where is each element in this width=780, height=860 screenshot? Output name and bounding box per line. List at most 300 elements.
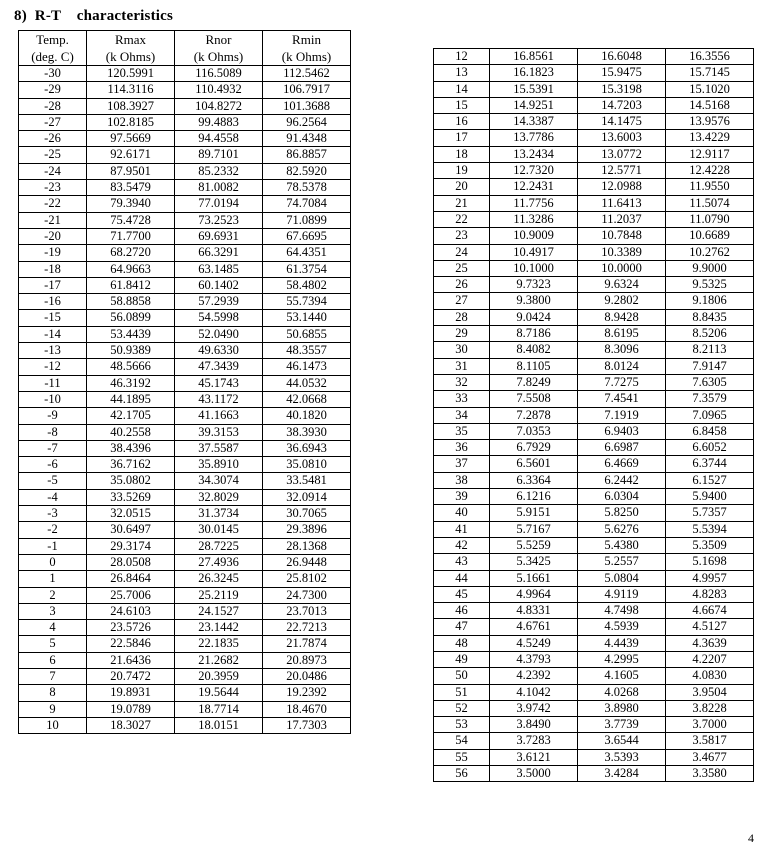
table_right-cell: 36 [434,440,490,456]
table_left-cell: -8 [19,424,87,440]
table_left-cell: 30.7065 [263,506,351,522]
table-row [434,717,754,733]
table_right-cell: 50 [434,668,490,684]
table_right-cell: 4.1042 [490,684,578,700]
table_left-cell: 39.3153 [175,424,263,440]
table_left-cell: -15 [19,310,87,326]
table_right-cell: 7.9147 [666,358,754,374]
table_left-cell: 30.0145 [175,522,263,538]
table_right-cell: 3.6121 [490,749,578,765]
table_right-cell: 22 [434,211,490,227]
table_left-cell: 24.1527 [175,603,263,619]
table_left-cell: 53.4439 [87,326,175,342]
table_right-cell: 9.3800 [490,293,578,309]
table_right-cell: 15.5391 [490,81,578,97]
table_left-cell: -13 [19,343,87,359]
table_left-cell: 101.3688 [263,98,351,114]
table-row [434,440,754,456]
table_right-cell: 4.2995 [578,651,666,667]
table_left-cell: 99.4883 [175,114,263,130]
table_right-cell: 13 [434,65,490,81]
table_left-cell: -30 [19,66,87,82]
table_left-cell: -27 [19,114,87,130]
table_left-cell: -1 [19,538,87,554]
column-header-rmin-line2: (k Ohms) [281,49,332,64]
table-row [434,277,754,293]
table_right-cell: 8.0124 [578,358,666,374]
table-row [434,635,754,651]
table_right-cell: 13.9576 [666,114,754,130]
table-row [434,766,754,782]
table_left-cell: 5 [19,636,87,652]
table-row [19,131,351,147]
table_left-cell: 31.3734 [175,506,263,522]
table_left-cell: 50.9389 [87,343,175,359]
table_right-cell: 5.8250 [578,505,666,521]
table_right-cell: 10.1000 [490,260,578,276]
table_left-cell: -2 [19,522,87,538]
table_left-cell: 10 [19,717,87,733]
table_left-cell: 47.3439 [175,359,263,375]
table_left-cell: 7 [19,668,87,684]
table_left-cell: 58.8858 [87,294,175,310]
table_left-cell: 26.8464 [87,571,175,587]
column-header-temp-line2: (deg. C) [31,49,74,64]
table_left-cell: 8 [19,685,87,701]
table_left-cell: 29.3174 [87,538,175,554]
table_left-cell: 64.4351 [263,245,351,261]
table_left-cell: 34.3074 [175,473,263,489]
table_right-cell: 34 [434,407,490,423]
table_left-cell: 23.7013 [263,603,351,619]
table_left-cell: 19.0789 [87,701,175,717]
rt-characteristics-table-left [18,30,351,734]
table_left-cell: -4 [19,489,87,505]
table_left-cell: -14 [19,326,87,342]
table_right-cell: 4.3793 [490,651,578,667]
table_right-cell: 14.5168 [666,97,754,113]
table_left-cell: 33.5481 [263,473,351,489]
table-row [434,130,754,146]
table_left-cell: 18.7714 [175,701,263,717]
column-header-rmin [263,31,351,66]
table_right-cell: 5.3425 [490,554,578,570]
table_right-cell: 42 [434,537,490,553]
table_right-cell: 56 [434,766,490,782]
table-row [434,293,754,309]
table_left-cell: 19.5644 [175,685,263,701]
table_right-cell: 4.6674 [666,603,754,619]
table_left-cell: 71.0899 [263,212,351,228]
table_left-cell: 21.2682 [175,652,263,668]
table-row [434,163,754,179]
table_right-cell: 16.3556 [666,49,754,65]
table-row [434,342,754,358]
table_right-cell: 8.4082 [490,342,578,358]
table-row [19,603,351,619]
table_left-cell: 2 [19,587,87,603]
column-header-rmax-line2: (k Ohms) [105,49,156,64]
table-row [434,81,754,97]
table_right-cell: 7.3579 [666,391,754,407]
table_right-cell: 25 [434,260,490,276]
table_left-cell: 23.1442 [175,620,263,636]
table_right-cell: 3.5817 [666,733,754,749]
table-row [19,717,351,733]
table-row [434,733,754,749]
table_left-cell: 28.1368 [263,538,351,554]
table-row [434,65,754,81]
table_right-cell: 7.5508 [490,391,578,407]
table_right-cell: 4.2207 [666,651,754,667]
table_right-cell: 4.9957 [666,570,754,586]
table_right-cell: 9.7323 [490,277,578,293]
table_left-cell: 106.7917 [263,82,351,98]
table_right-cell: 4.5127 [666,619,754,635]
page-title: 8) R-T characteristics [14,8,174,24]
table_left-cell: 63.1485 [175,261,263,277]
table_right-cell: 7.2878 [490,407,578,423]
table-row [19,147,351,163]
table_left-cell: 75.4728 [87,212,175,228]
table_left-cell: 24.7300 [263,587,351,603]
table_left-cell: 32.8029 [175,489,263,505]
table-row [19,685,351,701]
table_right-cell: 27 [434,293,490,309]
page-number: 4 [748,831,754,845]
table_right-cell: 15 [434,97,490,113]
table_right-cell: 8.2113 [666,342,754,358]
table-row [434,195,754,211]
table_right-cell: 5.5259 [490,537,578,553]
table_left-cell: 92.6171 [87,147,175,163]
table-row [434,651,754,667]
table_left-cell: 68.2720 [87,245,175,261]
table_right-cell: 3.8980 [578,700,666,716]
table-row [434,684,754,700]
table_right-cell: 5.4380 [578,537,666,553]
table_right-cell: 8.1105 [490,358,578,374]
table-row [19,571,351,587]
table-row [434,472,754,488]
table-left-header [19,31,351,66]
table-row [19,359,351,375]
table_left-cell: 96.2564 [263,114,351,130]
column-header-rmin-line1: Rmin [292,32,321,47]
table_left-cell: 60.1402 [175,277,263,293]
table-row [434,537,754,553]
table_left-cell: 94.4558 [175,131,263,147]
table_left-cell: 20.8973 [263,652,351,668]
table_right-cell: 11.0790 [666,211,754,227]
table_left-cell: 37.5587 [175,440,263,456]
table_right-cell: 24 [434,244,490,260]
table-row [19,196,351,212]
table-row [434,228,754,244]
table_right-cell: 15.7145 [666,65,754,81]
table_left-cell: -3 [19,506,87,522]
table-row [434,505,754,521]
table-row [19,489,351,505]
table_right-cell: 6.9403 [578,423,666,439]
table-row [434,489,754,505]
table_right-cell: 12.0988 [578,179,666,195]
table_right-cell: 8.8435 [666,309,754,325]
table_right-cell: 3.4677 [666,749,754,765]
table_right-cell: 49 [434,651,490,667]
table_left-cell: 30.6497 [87,522,175,538]
table_left-cell: 102.8185 [87,114,175,130]
table_left-cell: 89.7101 [175,147,263,163]
table_right-cell: 4.8331 [490,603,578,619]
table_right-cell: 9.5325 [666,277,754,293]
table_right-cell: 10.9009 [490,228,578,244]
table-row [19,506,351,522]
table_right-cell: 15.3198 [578,81,666,97]
table_right-cell: 6.6052 [666,440,754,456]
table-row [19,587,351,603]
table_right-cell: 3.7283 [490,733,578,749]
table_left-cell: -11 [19,375,87,391]
table_left-cell: 67.6695 [263,228,351,244]
table-row [434,374,754,390]
table-row [19,212,351,228]
table_left-cell: 46.3192 [87,375,175,391]
table_right-cell: 38 [434,472,490,488]
table_right-cell: 15.1020 [666,81,754,97]
table_right-cell: 13.4229 [666,130,754,146]
table_right-cell: 9.2802 [578,293,666,309]
table_right-cell: 15.9475 [578,65,666,81]
table-row [434,97,754,113]
table-row [19,636,351,652]
table-row [19,554,351,570]
table_right-cell: 6.8458 [666,423,754,439]
table-right-body [434,49,754,782]
table_right-cell: 7.7275 [578,374,666,390]
table_left-cell: 6 [19,652,87,668]
table-row [434,554,754,570]
table_right-cell: 20 [434,179,490,195]
table_right-cell: 37 [434,456,490,472]
table_right-cell: 6.1216 [490,489,578,505]
table_right-cell: 5.5394 [666,521,754,537]
table_right-cell: 4.4439 [578,635,666,651]
table-row [434,570,754,586]
table-row [19,310,351,326]
table-row [434,521,754,537]
table_right-cell: 17 [434,130,490,146]
table-row [19,457,351,473]
table_right-cell: 4.1605 [578,668,666,684]
table_left-cell: 28.7225 [175,538,263,554]
table_right-cell: 7.6305 [666,374,754,390]
table-row [434,146,754,162]
column-header-temp-line1: Temp. [36,32,69,47]
table_right-cell: 5.6276 [578,521,666,537]
table_left-cell: 38.4396 [87,440,175,456]
table_left-cell: 44.1895 [87,391,175,407]
table-row [19,326,351,342]
table_left-cell: 61.3754 [263,261,351,277]
table_left-cell: 4 [19,620,87,636]
table_right-cell: 3.9504 [666,684,754,700]
table_left-cell: 42.1705 [87,408,175,424]
table-row [434,407,754,423]
table_right-cell: 11.6413 [578,195,666,211]
table_left-cell: 41.1663 [175,408,263,424]
table-row [434,700,754,716]
table_right-cell: 14.3387 [490,114,578,130]
table_right-cell: 6.5601 [490,456,578,472]
column-header-rmax-line1: Rmax [114,32,147,47]
table_left-cell: 35.8910 [175,457,263,473]
table_left-cell: 17.7303 [263,717,351,733]
table_left-cell: 20.7472 [87,668,175,684]
table_left-cell: -19 [19,245,87,261]
table_left-cell: 54.5998 [175,310,263,326]
table_right-cell: 8.9428 [578,309,666,325]
table_right-cell: 4.6761 [490,619,578,635]
table_right-cell: 5.1698 [666,554,754,570]
table_right-cell: 6.3744 [666,456,754,472]
table_left-cell: 58.4802 [263,277,351,293]
table_right-cell: 8.6195 [578,326,666,342]
table_right-cell: 31 [434,358,490,374]
table_right-cell: 9.6324 [578,277,666,293]
table_right-cell: 12.9117 [666,146,754,162]
table_right-cell: 4.5249 [490,635,578,651]
table_right-cell: 5.3509 [666,537,754,553]
table_left-cell: -21 [19,212,87,228]
table_left-cell: 25.2119 [175,587,263,603]
table_right-cell: 44 [434,570,490,586]
table_right-cell: 11.3286 [490,211,578,227]
table_right-cell: 12 [434,49,490,65]
table_right-cell: 40 [434,505,490,521]
table_left-cell: -22 [19,196,87,212]
column-header-rmax [87,31,175,66]
column-header-rnor [175,31,263,66]
table_right-cell: 4.5939 [578,619,666,635]
table-row [434,309,754,325]
table_left-cell: 43.1172 [175,391,263,407]
table_left-cell: 21.7874 [263,636,351,652]
table-row [19,277,351,293]
table_left-cell: 71.7700 [87,228,175,244]
table_right-cell: 55 [434,749,490,765]
table-row [19,701,351,717]
table_left-cell: 55.7394 [263,294,351,310]
table_right-cell: 10.6689 [666,228,754,244]
table_right-cell: 46 [434,603,490,619]
table_right-cell: 12.5771 [578,163,666,179]
table_left-cell: 104.8272 [175,98,263,114]
table_left-cell: 44.0532 [263,375,351,391]
table-row [434,423,754,439]
table_right-cell: 23 [434,228,490,244]
table_right-cell: 12.2431 [490,179,578,195]
table_left-cell: 26.9448 [263,554,351,570]
table_right-cell: 3.9742 [490,700,578,716]
table_left-cell: -28 [19,98,87,114]
table_right-cell: 3.5000 [490,766,578,782]
table_left-cell: 78.5378 [263,180,351,196]
table_right-cell: 13.6003 [578,130,666,146]
table_right-cell: 53 [434,717,490,733]
table_left-cell: 25.7006 [87,587,175,603]
table_left-cell: 23.5726 [87,620,175,636]
table_left-cell: 22.1835 [175,636,263,652]
table_right-cell: 5.9400 [666,489,754,505]
table_right-cell: 35 [434,423,490,439]
table_left-cell: 85.2332 [175,163,263,179]
table_right-cell: 11.9550 [666,179,754,195]
rt-characteristics-table-right [433,48,754,782]
table-row [19,66,351,82]
table_left-cell: 97.5669 [87,131,175,147]
table_left-cell: 48.3557 [263,343,351,359]
table_left-cell: -24 [19,163,87,179]
table-row [434,179,754,195]
table_right-cell: 10.2762 [666,244,754,260]
table_left-cell: 24.6103 [87,603,175,619]
table_left-cell: 0 [19,554,87,570]
table_right-cell: 13.7786 [490,130,578,146]
table_right-cell: 6.4669 [578,456,666,472]
table_right-cell: 54 [434,733,490,749]
table_left-cell: 38.3930 [263,424,351,440]
table-row [434,391,754,407]
table_right-cell: 3.5393 [578,749,666,765]
table-row [434,749,754,765]
table_right-cell: 11.7756 [490,195,578,211]
table_left-cell: 116.5089 [175,66,263,82]
table_left-cell: 79.3940 [87,196,175,212]
table_right-cell: 13.2434 [490,146,578,162]
table_left-cell: -20 [19,228,87,244]
table_right-cell: 5.0804 [578,570,666,586]
table_left-cell: 77.0194 [175,196,263,212]
table-left-body [19,66,351,734]
table-row [19,391,351,407]
table_left-cell: 19.8931 [87,685,175,701]
table-row [19,538,351,554]
table_left-cell: 91.4348 [263,131,351,147]
table-row [434,260,754,276]
table_left-cell: 108.3927 [87,98,175,114]
table_left-cell: 64.9663 [87,261,175,277]
table-row [434,49,754,65]
table-row [19,163,351,179]
table_left-cell: 28.0508 [87,554,175,570]
table_right-cell: 41 [434,521,490,537]
table_left-cell: 36.6943 [263,440,351,456]
table_right-cell: 3.8228 [666,700,754,716]
table_left-cell: 46.1473 [263,359,351,375]
table_left-cell: 49.6330 [175,343,263,359]
table_right-cell: 10.0000 [578,260,666,276]
table_left-cell: 22.5846 [87,636,175,652]
table_right-cell: 7.0965 [666,407,754,423]
table-row [19,375,351,391]
table_left-cell: 57.2939 [175,294,263,310]
table_right-cell: 45 [434,586,490,602]
table_right-cell: 16 [434,114,490,130]
table_right-cell: 14.9251 [490,97,578,113]
table_left-cell: -29 [19,82,87,98]
table_right-cell: 6.6987 [578,440,666,456]
